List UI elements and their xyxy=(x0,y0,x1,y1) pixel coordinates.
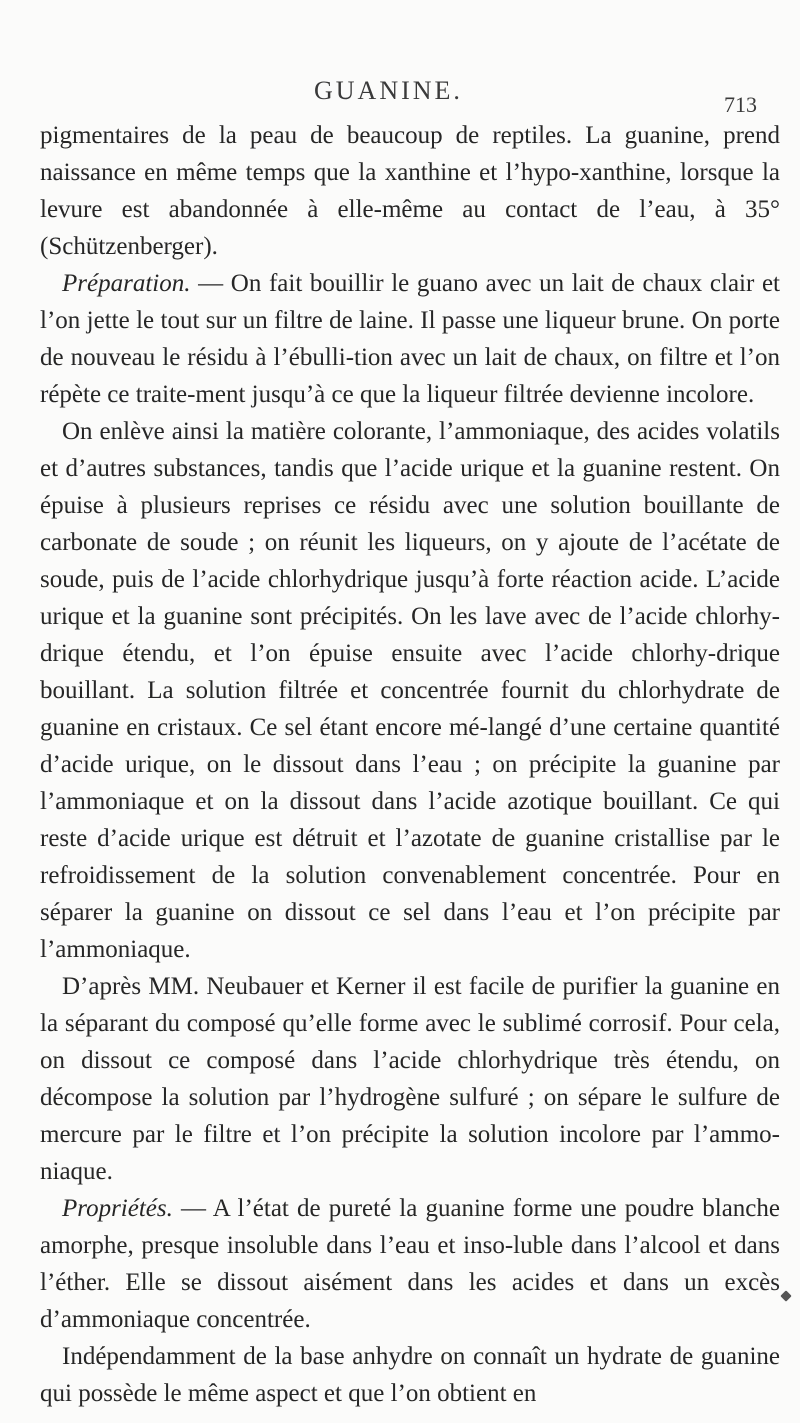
paragraph-hydrate xyxy=(40,1338,780,1412)
page-header xyxy=(0,76,800,116)
paragraph-purification-process xyxy=(40,413,780,968)
paragraph-text: On enlève ainsi la matière colorante, l’ammoniaque, des acides volatils et d’autres substances, tandis que l’acide urique et la guanine restent. On épuise à plusieurs reprises ce résidu avec une solution bouillante de carbonate de soude ; on réunit les liqueurs, on y ajoute de l’acétate de soude, puis de l’acide chlorhydrique jusqu’à forte réaction acide. L’acide urique et la guanine sont précipités. On les lave avec de l’acide chlorhy-drique étendu, et l’on épuise ensuite avec l’acide chlorhy-drique bouillant. La solution filtrée et concentrée fournit du chlorhydrate de guanine en cristaux. Ce sel étant encore mé-langé d’une certaine quantité d’acide urique, on le dissout dans l’eau ; on précipite la guanine par l’ammoniaque et on la dissout dans l’acide azotique bouillant. Ce qui reste d’acide urique est détruit et l’azotate de guanine cristallise par le refroidissement de la solution convenablement concentrée. Pour en séparer la guanine on dissout ce sel dans l’eau et l’on précipite par l’ammoniaque. xyxy=(40,418,780,963)
paragraph-preparation xyxy=(40,265,780,413)
paragraph-neubauer-kerner xyxy=(40,968,780,1190)
running-head: GUANINE. xyxy=(314,76,463,105)
page-number: 713 xyxy=(724,92,757,117)
paragraph-text: pigmentaires de la peau de beaucoup de reptiles. La guanine, prend naissance en même temps que la xanthine et l’hypo-xanthine, lorsque la levure est abandonnée à elle-même au contact de l’eau, à 35° (Schützenberger). xyxy=(40,122,780,260)
margin-ink-mark xyxy=(780,1290,791,1301)
paragraph-text: — On fait bouillir le guano avec un lait de chaux clair et l’on jette le tout sur un filtre de laine. Il passe une liqueur brune. On porte de nouveau le résidu à l’ébulli-tion avec un lait de chaux, on filtre et l’on répète ce traite-ment jusqu’à ce que la liqueur filtrée devienne incolore. xyxy=(40,270,780,408)
section-heading-preparation: Préparation. xyxy=(62,270,191,297)
paragraph-text: D’après MM. Neubauer et Kerner il est facile de purifier la guanine en la séparant du composé qu’elle forme avec le sublimé corrosif. Pour cela, on dissout ce composé dans l’acide chlorhydrique très étendu, on décompose la solution par l’hydrogène sulfuré ; on sépare le sulfure de mercure par le filtre et l’on précipite la solution incolore par l’ammo-niaque. xyxy=(40,973,780,1185)
paragraph-properties xyxy=(40,1190,780,1338)
section-heading-properties: Propriétés. xyxy=(62,1195,173,1222)
paragraph-text: — A l’état de pureté la guanine forme une poudre blanche amorphe, presque insoluble dans l’eau et inso-luble dans l’alcool et dans l’éther. Elle se dissout aisément dans les acides et dans un excès d’ammoniaque concentrée. xyxy=(40,1195,780,1333)
paragraph-text: Indépendamment de la base anhydre on connaît un hydrate de guanine qui possède le même aspect et que l’on obtient en xyxy=(40,1343,780,1407)
paragraph-continuation xyxy=(40,117,780,265)
body-text xyxy=(40,117,780,1412)
